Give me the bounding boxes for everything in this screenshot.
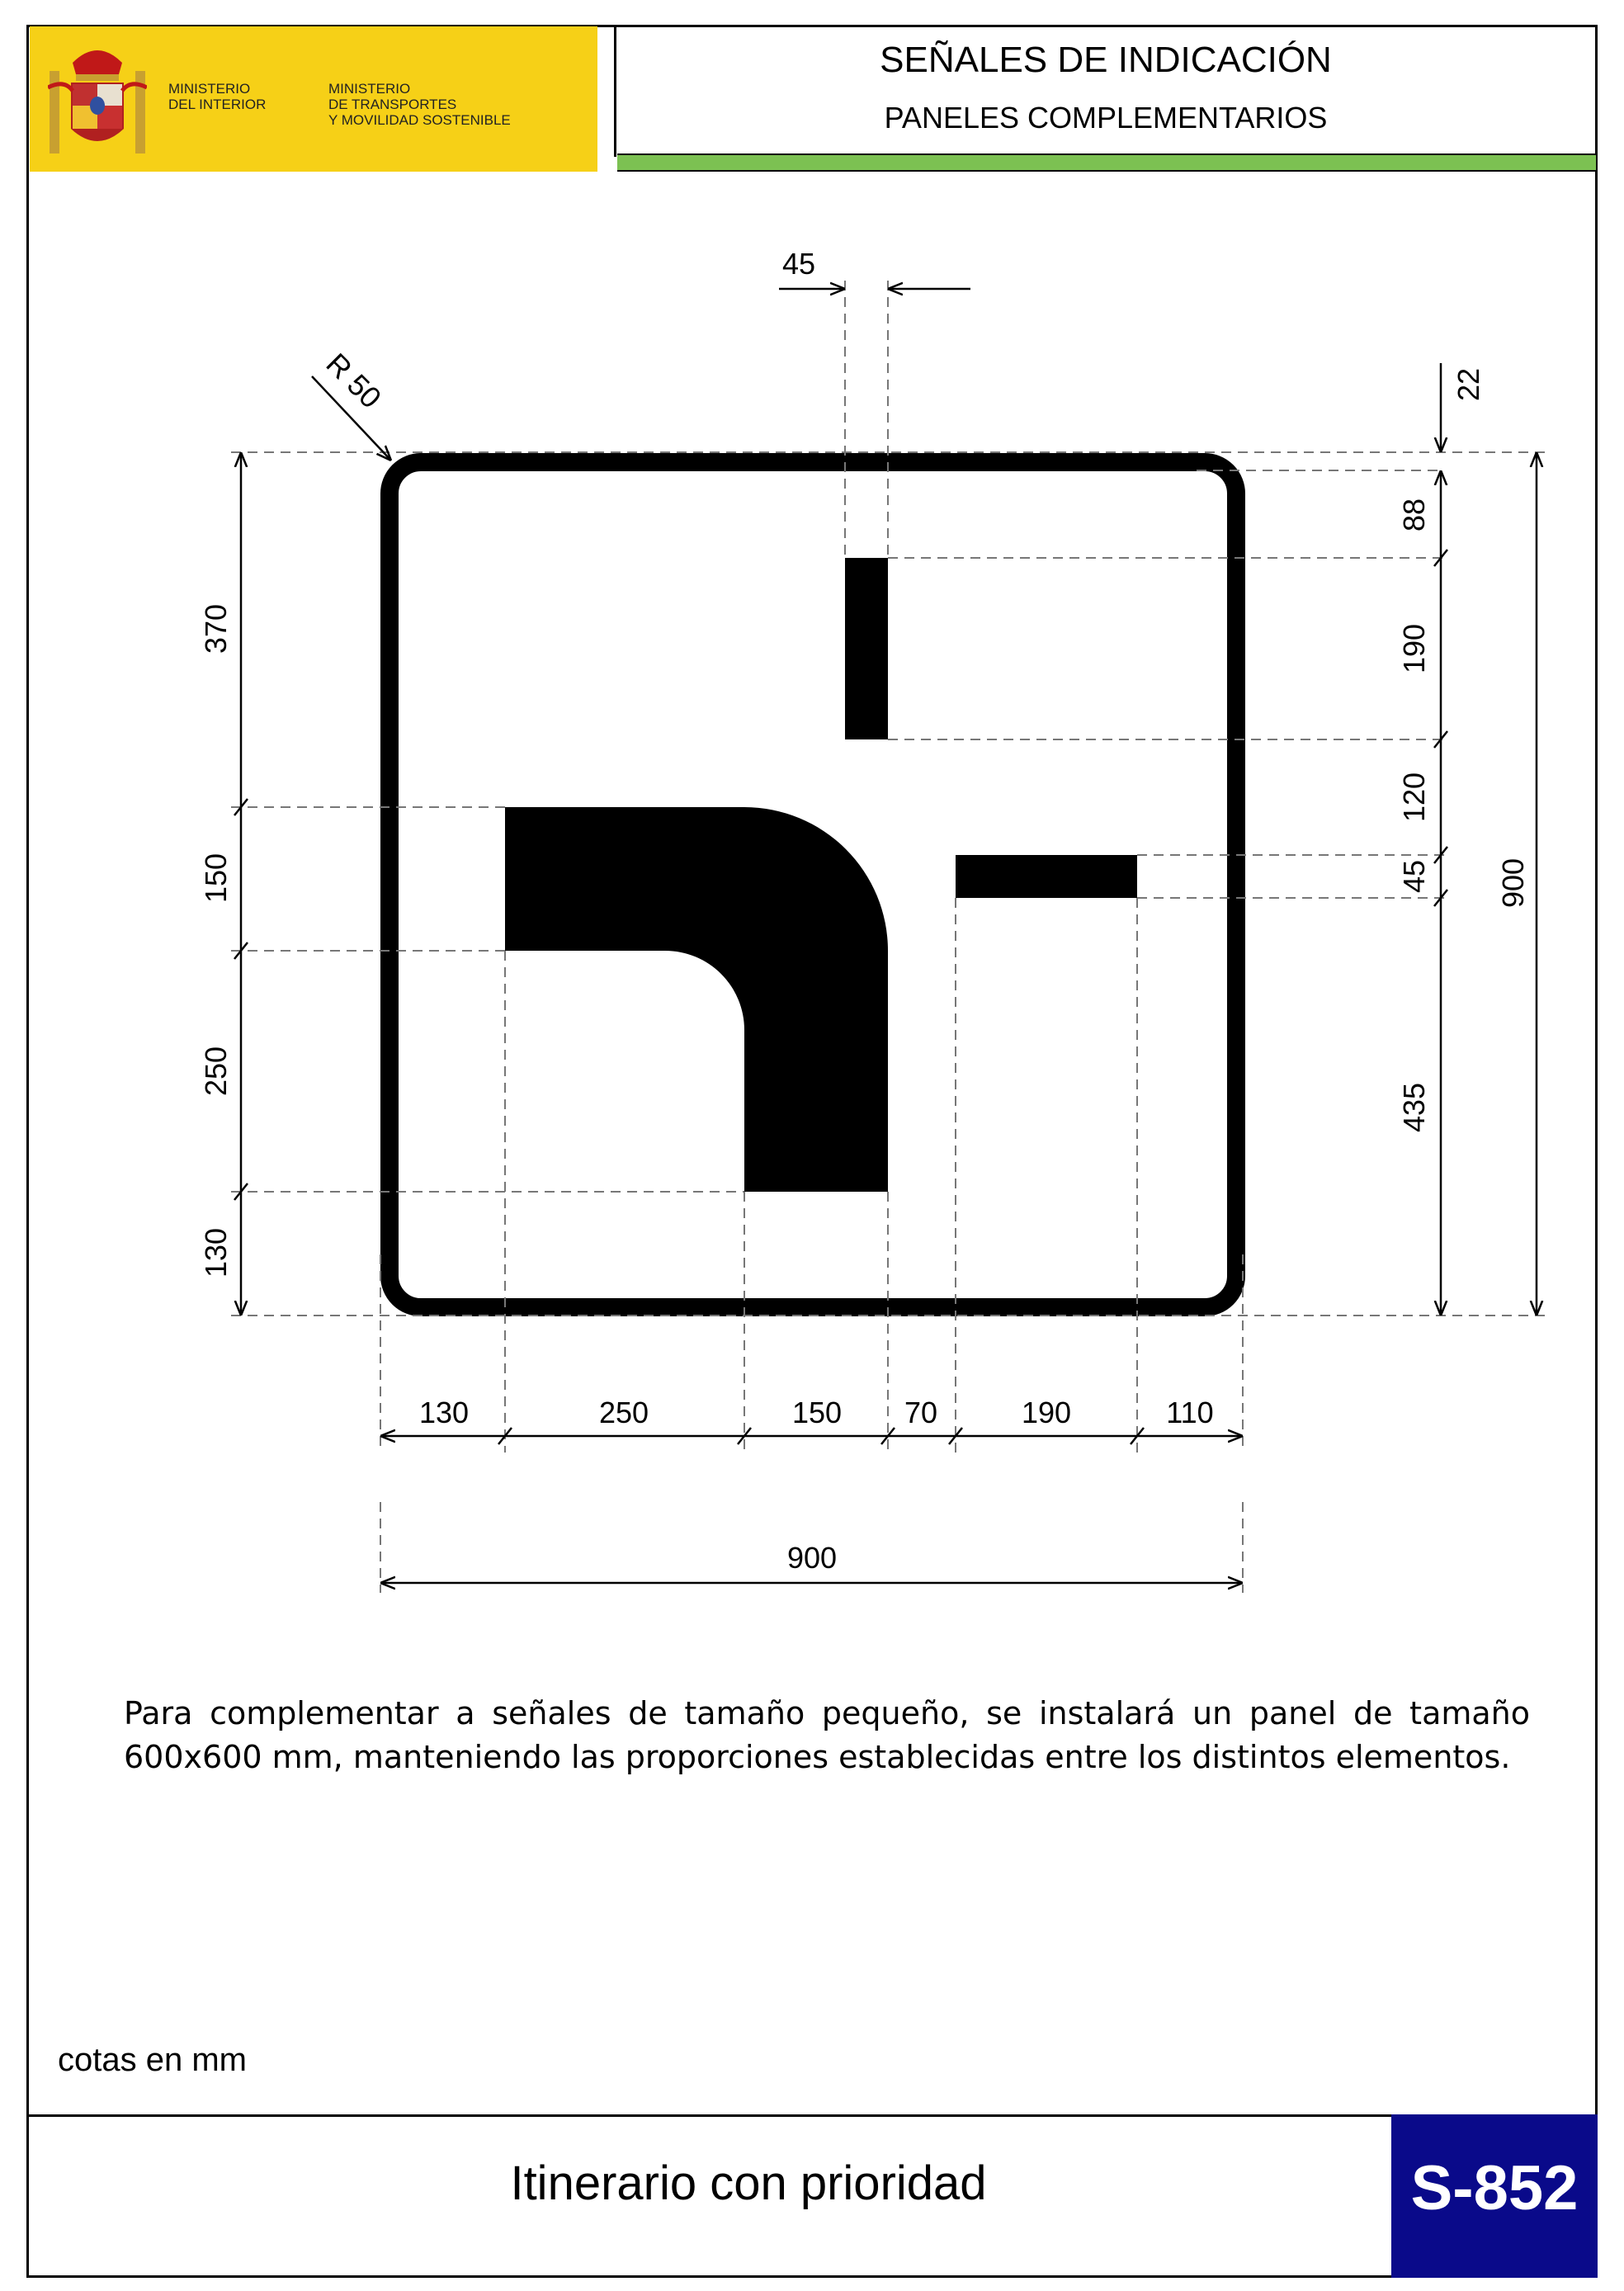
- dim-left-370: 370: [199, 603, 233, 654]
- dim-bottom-250: 250: [598, 1396, 649, 1429]
- units-note: cotas en mm: [58, 2042, 247, 2078]
- dim-right-190: 190: [1397, 623, 1431, 674]
- dim-right-22: 22: [1452, 367, 1485, 402]
- dim-left-250: 250: [199, 1046, 233, 1097]
- dim-right-120: 120: [1397, 772, 1431, 823]
- dim-bottom-190: 190: [1021, 1396, 1072, 1429]
- dim-bottom-70: 70: [904, 1396, 938, 1429]
- size-note: Para complementar a señales de tamaño pequeño, se instalará un panel de tamaño 600x600 mm, manteniendo las proporciones establecidas entre los distintos elementos.: [124, 1695, 1530, 1775]
- dim-right-435: 435: [1397, 1082, 1431, 1133]
- dim-right-88: 88: [1397, 498, 1431, 532]
- ministry-interior-label: MINISTERIO DEL INTERIOR: [168, 81, 267, 112]
- priority-curve-symbol: [505, 807, 888, 1192]
- page-title: SEÑALES DE INDICACIÓN: [880, 40, 1332, 80]
- dim-left-130: 130: [199, 1227, 233, 1278]
- dim-left-150: 150: [199, 853, 233, 904]
- dim-radius: R 50: [319, 346, 389, 415]
- vertical-bar-symbol: [845, 558, 888, 739]
- sign-code: S-852: [1410, 2153, 1579, 2223]
- horizontal-bar-symbol: [956, 855, 1137, 898]
- dim-right-900: 900: [1496, 857, 1530, 909]
- footer-divider: [26, 2114, 1598, 2117]
- dim-total-width: 900: [786, 1541, 838, 1575]
- dim-bottom-110: 110: [1166, 1396, 1214, 1429]
- page-subtitle: PANELES COMPLEMENTARIOS: [884, 101, 1328, 135]
- dim-top-gap: 45: [781, 247, 816, 281]
- dim-bottom-130: 130: [418, 1396, 470, 1429]
- ministry-transport-label: MINISTERIO DE TRANSPORTES Y MOVILIDAD SOSTENIBLE: [328, 81, 511, 128]
- dim-bottom-150: 150: [791, 1396, 843, 1429]
- dim-right-45: 45: [1397, 859, 1431, 894]
- sign-name: Itinerario con prioridad: [510, 2156, 987, 2210]
